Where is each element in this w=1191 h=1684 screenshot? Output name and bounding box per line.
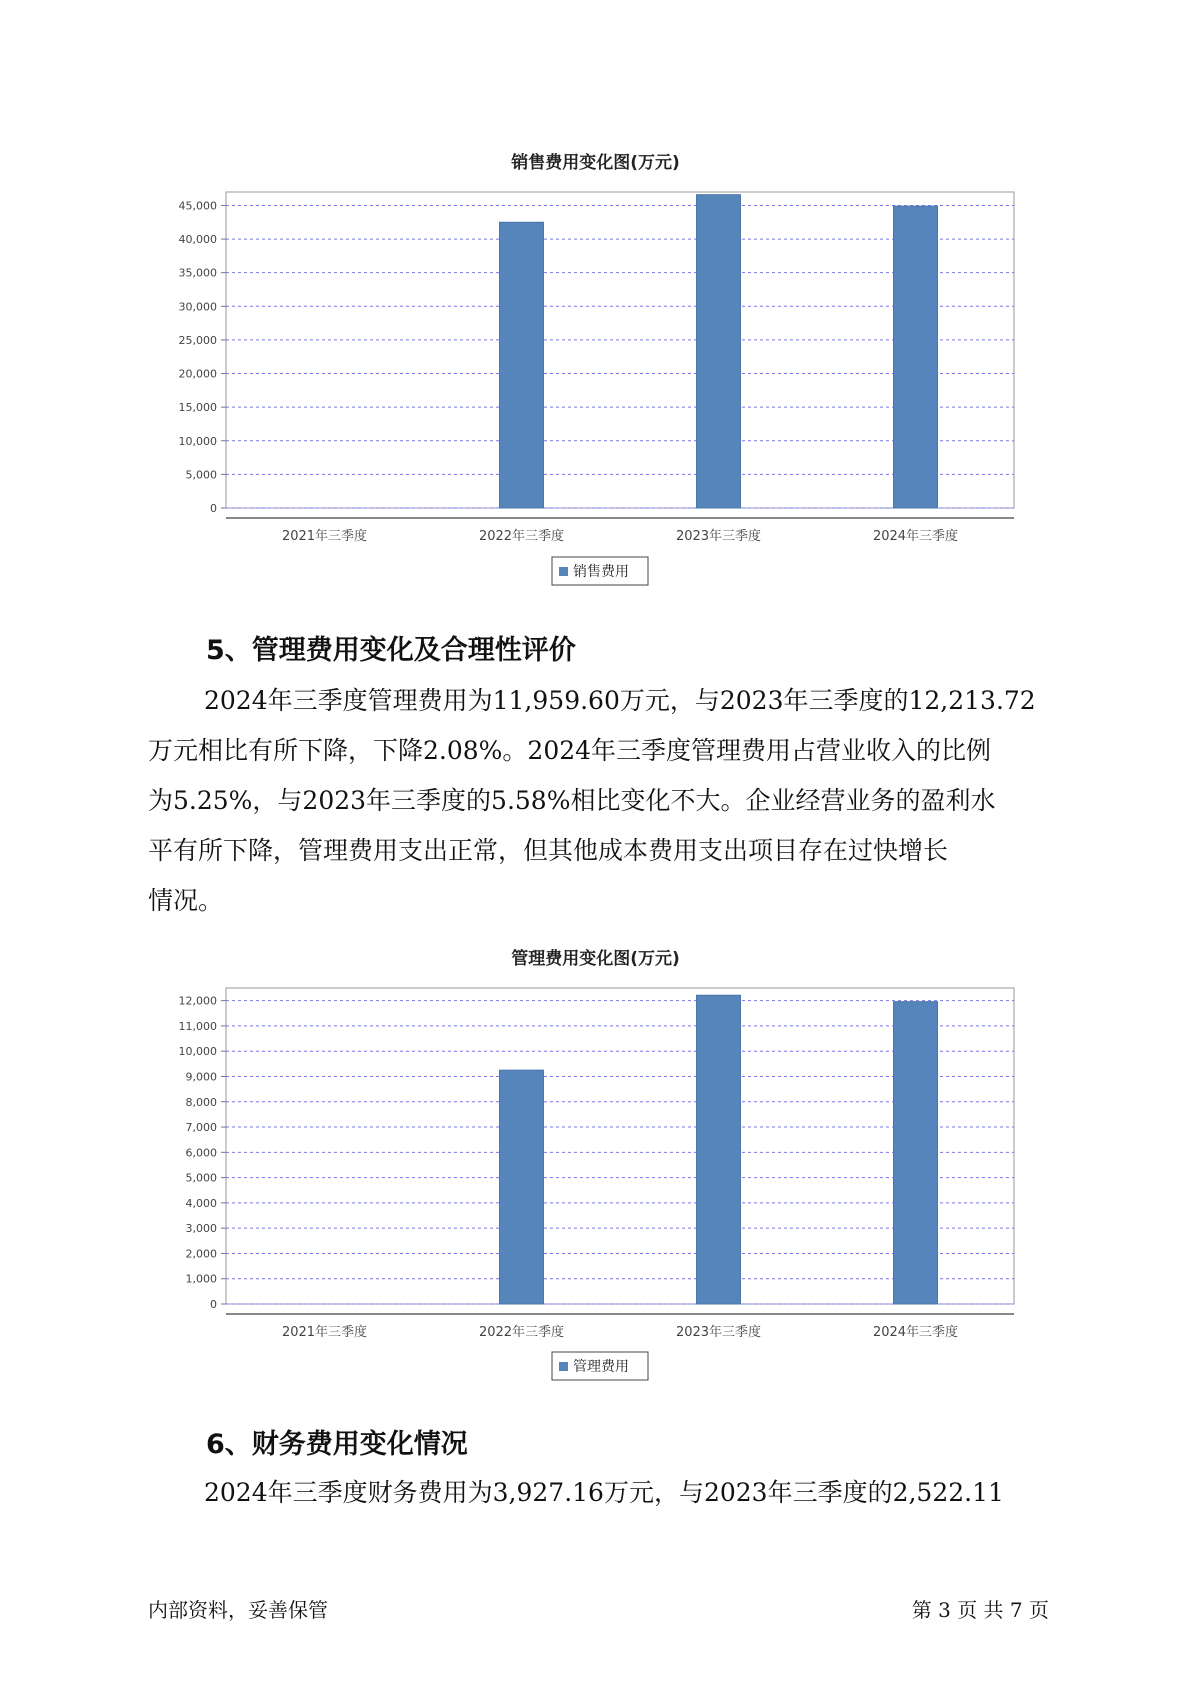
y-tick-label: 0 [210, 502, 217, 515]
x-tick-label: 2023年三季度 [675, 529, 762, 544]
y-tick-label: 30,000 [178, 300, 217, 314]
footer-note: 内部资料，妥善保管 [148, 1598, 328, 1622]
y-tick-label: 3,000 [185, 1222, 217, 1236]
page-number: 第 3 页 共 7 页 [911, 1598, 1049, 1622]
x-tick-label: 2022年三季度 [478, 1325, 565, 1340]
y-tick-label: 6,000 [185, 1146, 217, 1160]
bar-2024年三季度 [894, 1002, 938, 1304]
sales-chart-title: 销售费用变化图(万元) [511, 153, 680, 173]
legend-label: 销售费用 [573, 564, 629, 580]
section5-heading: 5、管理费用变化及合理性评价 [206, 635, 576, 666]
y-tick-label: 10,000 [178, 434, 217, 448]
x-tick-label: 2022年三季度 [478, 529, 565, 544]
y-tick-label: 1,000 [185, 1272, 217, 1286]
y-tick-label: 11,000 [178, 1019, 217, 1033]
y-tick-label: 7,000 [185, 1121, 217, 1135]
x-tick-label: 2023年三季度 [675, 1325, 762, 1340]
legend-swatch [559, 1362, 568, 1371]
section5-line-5: 情况。 [148, 886, 224, 915]
section5-line-2: 万元相比有所下降，下降2.08%。2024年三季度管理费用占营业收入的比例 [148, 736, 992, 765]
y-tick-label: 9,000 [185, 1070, 217, 1084]
x-tick-label: 2021年三季度 [281, 1325, 368, 1340]
x-tick-label: 2024年三季度 [872, 529, 959, 544]
admin-chart-title: 管理费用变化图(万元) [511, 949, 680, 969]
y-tick-label: 4,000 [185, 1196, 217, 1210]
section5-line-3: 为5.25%，与2023年三季度的5.58%相比变化不大。企业经营业务的盈利水 [148, 786, 996, 815]
y-tick-label: 15,000 [178, 401, 217, 415]
x-tick-label: 2021年三季度 [281, 529, 368, 544]
y-tick-label: 25,000 [178, 333, 217, 347]
y-tick-label: 5,000 [185, 1171, 217, 1185]
y-tick-label: 10,000 [178, 1045, 217, 1059]
y-tick-label: 40,000 [178, 233, 217, 247]
y-tick-label: 8,000 [185, 1095, 217, 1109]
y-tick-label: 35,000 [178, 266, 217, 280]
y-tick-label: 5,000 [185, 468, 217, 482]
y-tick-label: 2,000 [185, 1247, 217, 1261]
y-tick-label: 12,000 [178, 994, 217, 1008]
y-tick-label: 45,000 [178, 199, 217, 213]
legend-label: 管理费用 [573, 1359, 629, 1375]
section6-line-1: 2024年三季度财务费用为3,927.16万元，与2023年三季度的2,522.11 [204, 1478, 1004, 1507]
section5-line-4: 平有所下降，管理费用支出正常，但其他成本费用支出项目存在过快增长 [148, 836, 949, 865]
y-tick-label: 0 [210, 1298, 217, 1311]
x-tick-label: 2024年三季度 [872, 1325, 959, 1340]
section6-heading: 6、财务费用变化情况 [206, 1429, 468, 1460]
section5-line-1: 2024年三季度管理费用为11,959.60万元，与2023年三季度的12,213.72 [204, 686, 1036, 715]
bar-2023年三季度 [697, 995, 741, 1304]
bar-2022年三季度 [500, 1070, 544, 1304]
y-tick-label: 20,000 [178, 367, 217, 381]
